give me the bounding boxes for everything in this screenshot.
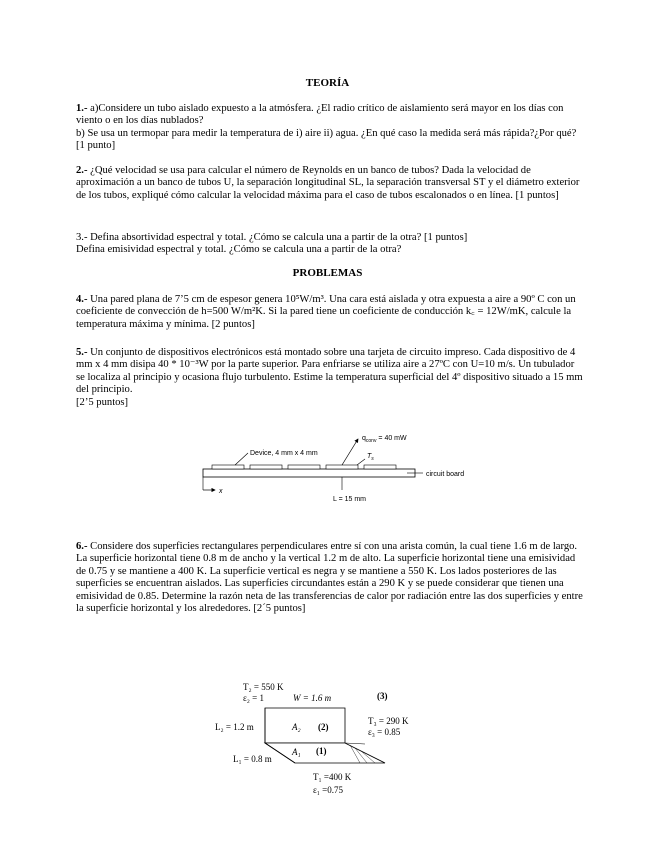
e2-label: ε₂ = 1 [243,693,264,703]
problem-6 [76,541,584,615]
question-number: 1.- [76,103,88,114]
question-number: 2.- [76,165,88,176]
t2-label: T₂ = 550 K [243,682,284,692]
device [364,465,396,469]
theory-heading: TEORÍA [305,77,350,89]
problem-number: 4.- [76,294,88,305]
x-label: x [219,488,223,495]
device [288,465,320,469]
a1-label: A₁ [292,747,301,757]
surface-1-label: (1) [316,746,327,756]
t3-label: T₃ = 290 K [368,716,409,726]
device [250,465,282,469]
question-2 [76,165,584,202]
question-1 [76,103,584,153]
device-label: Device, 4 mm x 4 mm [250,450,318,457]
problem-4 [76,294,584,331]
problem-5 [76,347,584,409]
ts-label: $T_s$ [367,453,374,462]
problems-heading: PROBLEMAS [292,267,363,279]
w-label: W = 1.6 m [293,693,332,703]
vertical-surface [265,708,345,743]
device [212,465,244,469]
l1-label: L₁ = 0.8 m [233,754,272,764]
question-text: b) Se usa un termopar para medir la temperatura de i) aire ii) agua. ¿En qué caso la medida será más rápida?¿Por qué? [1 punto] [76,127,577,152]
problem-number: 6.- [76,541,88,552]
problem-number: 5.- [76,347,88,358]
problem-text: Un conjunto de dispositivos electrónicos está montado sobre una tarjeta de circuito impreso. Cada dispositivo de 4 mm x 4 mm disipa 40 * 10⁻³W por la parte superior. Para enfriarse se utiliza aire a 27ºC con U=10 m/s. Un tubulador se localiza al principio y ocasiona flujo turbulento. Estime la temperatura superficial del 4º dispositivo situado a 15 mm del principio. [76,347,583,396]
problem-text: Considere dos superficies rectangulares perpendiculares entre sí con una arista común, la cual tiene 1.6 m de largo. La superficie horizontal tiene 0.8 m de ancho y la vertical 1.2 m de alto. La superficie horizontal tiene una emisividad de 0.75 y se mantiene a 400 K. La superficie vertical es negra y se mantiene a 550 K. Los lados posteriores de las superficies se encuentran aislados. Las superficies circundantes están a 290 K y se puede considerar que tienen una emisividad de 0.85. Determine la razón neta de las transferencias de calor por radiación entre las dos superficies y entre la superficie horizontal y los alrededores. [2´5 puntos] [76,541,583,615]
t1-label: T₁ =400 K [313,772,352,782]
circuit-board [203,469,415,477]
device [326,465,358,469]
surfaces-figure [215,678,435,800]
surface-3-label: (3) [377,691,388,701]
a2-label: A₂ [292,722,301,732]
question-text: Defina emisividad espectral y total. ¿Cómo se calcula una a partir de la otra? [76,244,402,256]
question-text: ¿Qué velocidad se usa para calcular el número de Reynolds en un banco de tubos? Dada la velocidad de aproximación a un banco de tubos U, la separación longitudinal SL, la separación transversal ST y el diámetro exterior de los tubos, expliqué cómo calcular la velocidad máxima para el caso de tubos escalonados o en línea. [1 puntos] [76,165,580,201]
q-label: $q_{conv} = 40$ mW [362,435,407,444]
question-text: a)Considere un tubo aislado expuesto a la atmósfera. ¿El radio crítico de aislamiento será mayor en los días con viento o en los días nublados? [76,103,564,127]
e1-label: ε₁ =0.75 [313,785,343,795]
l-label: L = 15 mm [333,496,367,503]
surface-2-label: (2) [318,722,329,732]
problem-points: [2’5 puntos] [76,396,129,408]
circuit-board-figure [195,425,465,510]
e3-label: ε₃ = 0.85 [368,727,401,737]
question-text: 3.- Defina absortividad espectral y total. ¿Cómo se calcula una a partir de la otra? [1 puntos] [76,232,468,243]
problem-text: Una pared plana de 7’5 cm de espesor genera 10⁵W/m³. Una cara está aislada y otra expuesta a aire a 90º C con un coeficiente de convección de h=500 W/m²K. Si la pared tiene un coeficiente de conducción k꜀ = 12W/mK, calcule la temperatura máxima y mínima. [2 puntos] [76,294,576,330]
question-3 [76,232,584,257]
l2-label: L₂ = 1.2 m [215,722,254,732]
board-label: circuit board [426,471,465,478]
